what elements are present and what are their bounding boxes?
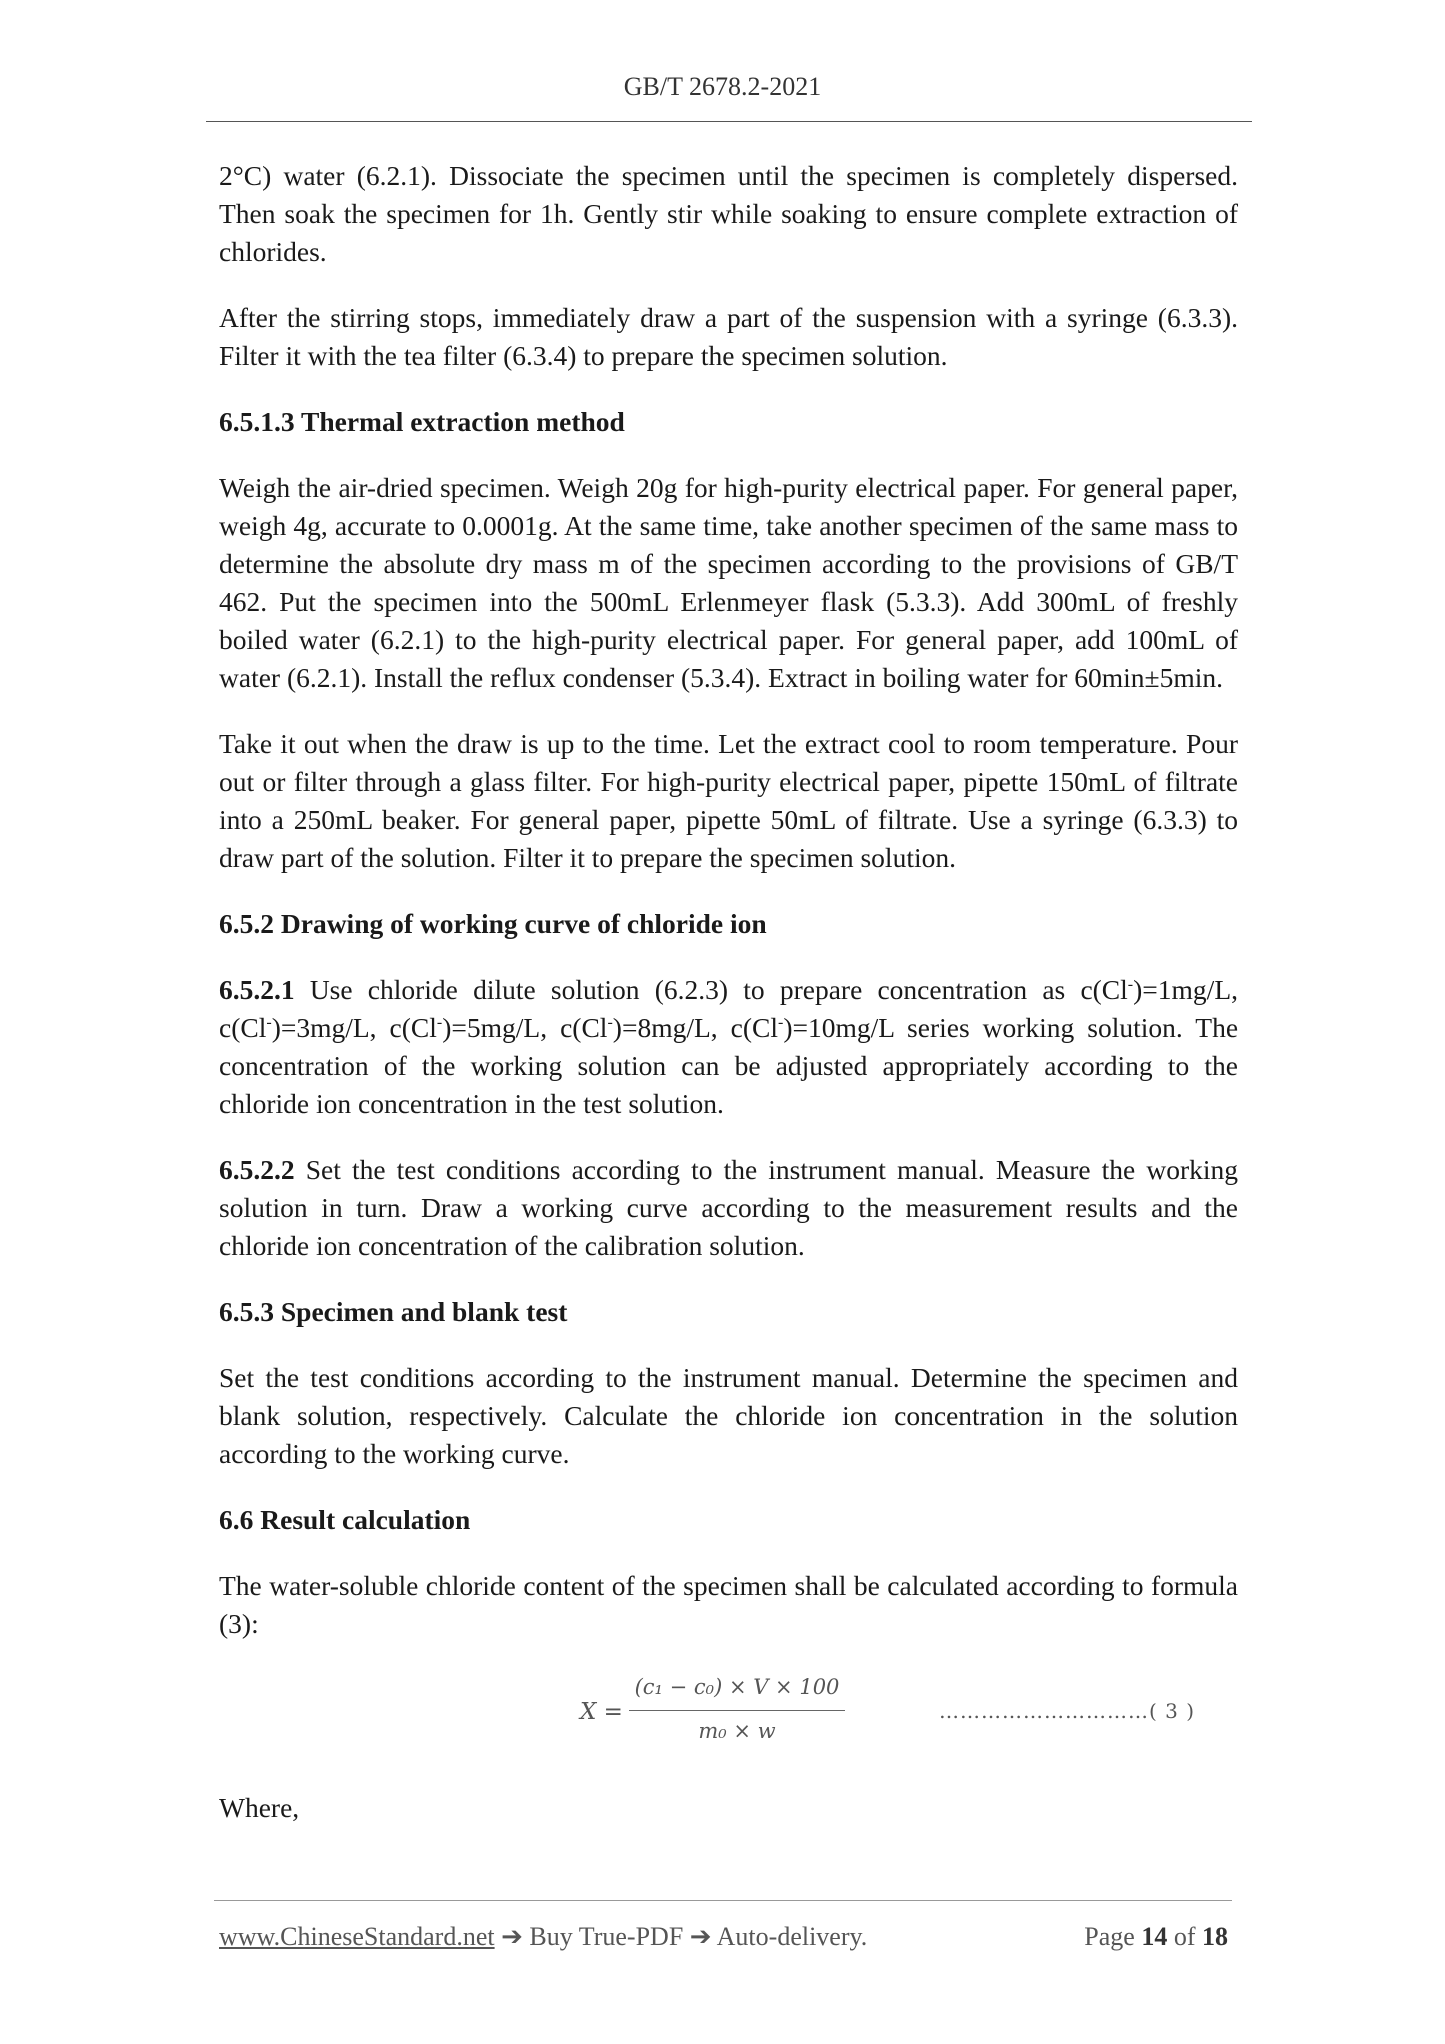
website-link[interactable]: www.ChineseStandard.net bbox=[219, 1922, 495, 1951]
arrow-icon: ➔ bbox=[494, 1922, 530, 1951]
clause-number: 6.5.2.1 bbox=[219, 974, 295, 1005]
paragraph-6-5-2-1: 6.5.2.1 Use chloride dilute solution (6.2.3) to prepare concentration as c(Cl-)=1mg/L, c(Cl-)=3mg/L, c(Cl-)=5mg/L, c(Cl-)=8mg/L, c(Cl-)=10mg/L series working solution. The concentration of the working solution can be adjusted appropriately according to the chloride ion concentration in the test solution. bbox=[219, 974, 1239, 1119]
formula-lhs: X = bbox=[580, 1699, 623, 1725]
paragraph: Weigh the air-dried specimen. Weigh 20g for high-purity electrical paper. For general paper, weigh 4g, accurate to 0.0001g. At the same time, take another specimen of the same mass to determine the absolute dry mass m of the specimen according to the provisions of GB/T 462. Put the specimen into the 500mL Erlenmeyer flask (5.3.3). Add 300mL of freshly boiled water (6.2.1) to the high-purity electrical paper. For general paper, add 100mL of water (6.2.1). Install the reflux condenser (5.3.4). Extract in boiling water for 60min±5min. bbox=[219, 472, 1238, 693]
formula-numerator: (c₁ − c₀) × V × 100 bbox=[634, 1675, 840, 1699]
document-header: GB/T 2678.2-2021 bbox=[623, 72, 822, 101]
page-content bbox=[219, 157, 1238, 1855]
paragraph: Take it out when the draw is up to the time. Let the extract cool to room temperature. Pour out or filter through a glass filter. For high-purity electrical paper, pipette 150mL of filtrate into a 250mL beaker. For general paper, pipette 50mL of filtrate. Use a syringe (6.3.3) to draw part of the solution. Filter it to prepare the specimen solution. bbox=[219, 728, 1238, 873]
paragraph-6-5-2-2: 6.5.2.2 Set the test conditions according to the instrument manual. Measure the working solution in turn. Draw a working curve according to the measurement results and the chloride ion concentration of the calibration solution. bbox=[219, 1154, 1238, 1261]
section-heading: 6.5.1.3 Thermal extraction method bbox=[219, 406, 625, 437]
page-indicator: Page 14 of 18 bbox=[1084, 1922, 1228, 1951]
formula-denominator: m₀ × w bbox=[698, 1719, 776, 1743]
paragraph: The water-soluble chloride content of the specimen shall be calculated according to formula (3): bbox=[219, 1570, 1238, 1639]
formula-3 bbox=[219, 1671, 1238, 1767]
paragraph: Set the test conditions according to the instrument manual. Determine the specimen and blank solution, respectively. Calculate the chloride ion concentration in the solution according to the working curve. bbox=[219, 1362, 1238, 1469]
paragraph: After the stirring stops, immediately draw a part of the suspension with a syringe (6.3.3). Filter it with the tea filter (6.3.4) to prepare the specimen solution. bbox=[219, 302, 1238, 371]
section-heading: 6.5.2 Drawing of working curve of chloride ion bbox=[219, 908, 767, 939]
fraction-bar bbox=[629, 1710, 845, 1711]
paragraph: Where, bbox=[219, 1792, 300, 1823]
section-heading: 6.6 Result calculation bbox=[219, 1504, 471, 1535]
page-number: 14 bbox=[1141, 1922, 1168, 1951]
page-total: 18 bbox=[1202, 1922, 1228, 1951]
arrow-icon: ➔ bbox=[683, 1922, 717, 1951]
paragraph: 2°C) water (6.2.1). Dissociate the specimen until the specimen is completely dispersed. Then soak the specimen for 1h. Gently stir while soaking to ensure complete extraction of chlorides. bbox=[219, 160, 1238, 267]
footer-promo: www.ChineseStandard.net ➔ Buy True-PDF ➔ Auto-delivery. bbox=[219, 1922, 868, 1951]
formula-number: …………………………( 3 ) bbox=[939, 1699, 1196, 1723]
section-heading: 6.5.3 Specimen and blank test bbox=[219, 1296, 568, 1327]
footer-divider bbox=[214, 1900, 1232, 1901]
header-divider bbox=[206, 121, 1252, 122]
clause-number: 6.5.2.2 bbox=[219, 1154, 295, 1185]
